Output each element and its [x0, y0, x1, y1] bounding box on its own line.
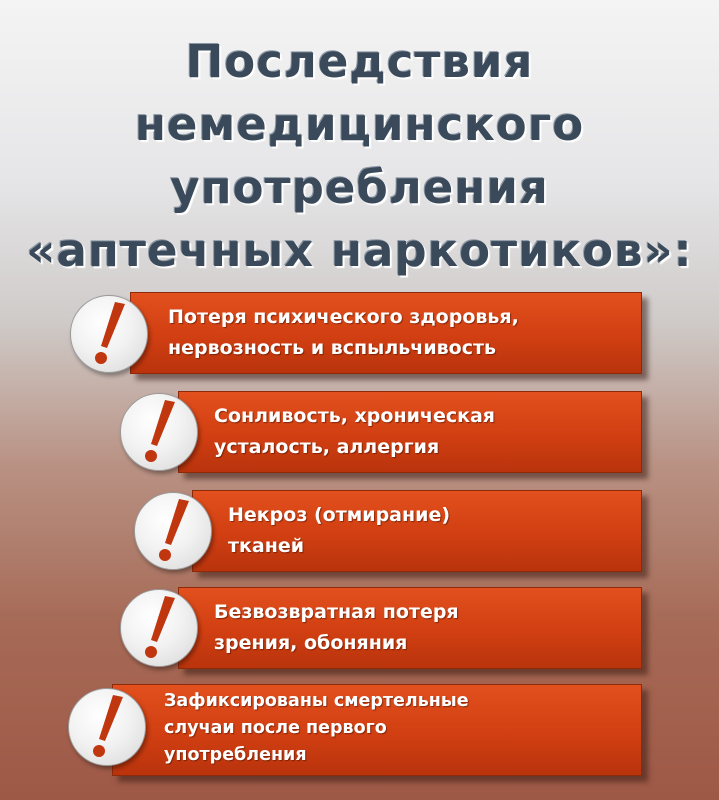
page-title: [0, 30, 719, 282]
title-line: «аптечных наркотиков»:: [26, 224, 693, 277]
consequence-text-1: [168, 302, 519, 364]
title-line: Последствия: [185, 35, 534, 88]
exclamation-warning-icon: [120, 589, 198, 667]
exclamation-warning-icon: [68, 688, 146, 766]
exclamation-warning-icon: [120, 393, 198, 471]
consequence-line: Сонливость, хроническая: [214, 405, 496, 427]
consequence-text-2: [214, 401, 495, 463]
consequence-line: случаи после первого: [164, 718, 387, 738]
consequence-line: употребления: [164, 745, 307, 765]
title-line: немедицинского: [134, 98, 585, 151]
consequence-line: Зафиксированы смертельные: [164, 691, 469, 711]
consequence-line: нервозность и вспыльчивость: [168, 337, 496, 359]
title-line: употребления: [170, 161, 549, 214]
consequence-line: Безвозвратная потеря: [214, 601, 459, 623]
consequence-line: Потеря психического здоровья,: [168, 306, 519, 328]
consequence-text-3: [228, 500, 450, 562]
consequence-line: усталость, аллергия: [214, 436, 440, 458]
consequence-text-5: [164, 688, 469, 769]
consequence-line: Некроз (отмирание): [228, 504, 451, 526]
consequence-line: зрения, обоняния: [214, 632, 408, 654]
exclamation-warning-icon: [134, 492, 212, 570]
consequence-text-4: [214, 597, 459, 659]
consequence-line: тканей: [228, 535, 305, 557]
exclamation-warning-icon: [70, 295, 148, 373]
